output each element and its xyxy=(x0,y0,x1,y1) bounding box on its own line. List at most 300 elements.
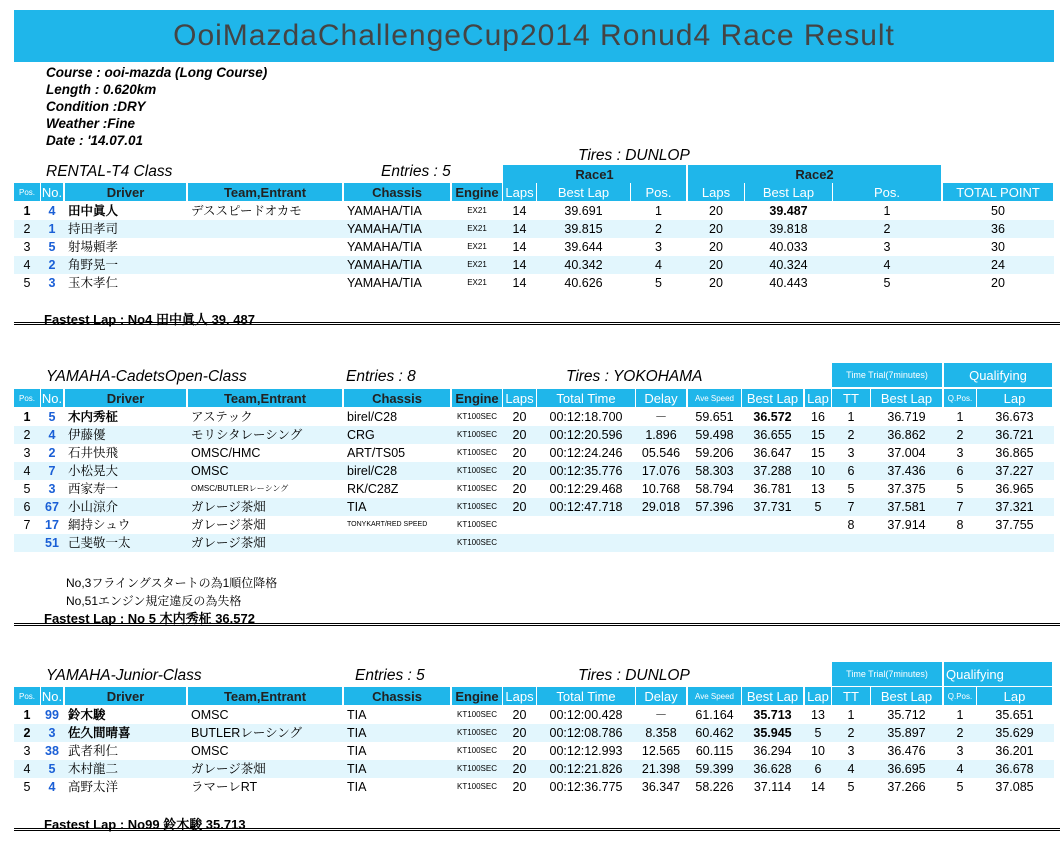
cadets-cell-col-7: 00:12:47.718 xyxy=(549,500,623,514)
rental-cell-col-5: EX21 xyxy=(467,260,487,269)
rental-cell-col-9: 20 xyxy=(709,222,723,236)
cadets-cell-col-12: 8 xyxy=(847,518,855,532)
rental-header-col-12: TOTAL POINT xyxy=(943,183,1053,201)
rental-cell-col-3 xyxy=(191,274,342,292)
cadets-tires: Tires : YOKOHAMA xyxy=(566,368,703,385)
rental-cell-col-9: 20 xyxy=(709,258,723,272)
cadets-cell-col-4: TONYKART/RED SPEED xyxy=(347,521,428,528)
rental-cell-col-6: 14 xyxy=(512,276,527,290)
rental-tires: Tires : DUNLOP xyxy=(578,147,690,164)
junior-tires: Tires : DUNLOP xyxy=(578,667,690,684)
junior-cell-col-6: 20 xyxy=(512,708,527,722)
junior-cell-col-0: 4 xyxy=(23,762,31,776)
junior-cell-col-2: 武者利仁 xyxy=(68,744,119,758)
rental-cell-col-4: YAMAHA/TIA xyxy=(347,204,422,218)
cadets-cell-col-14: 7 xyxy=(956,500,964,514)
title-banner xyxy=(14,10,1054,62)
junior-entries: Entries : 5 xyxy=(355,667,425,684)
cadets-cell-col-13: 36.862 xyxy=(887,428,926,442)
junior-cell-col-10: 35.713 xyxy=(753,708,792,722)
cadets-table-row xyxy=(14,480,1054,498)
cadets-cell-col-2: 己斐敬一太 xyxy=(68,536,131,550)
junior-cell-col-6: 20 xyxy=(512,726,527,740)
cadets-cell-col-5: KT100SEC xyxy=(456,520,498,529)
rental-cell-col-11: 1 xyxy=(883,204,891,218)
cadets-cell-col-11: 15 xyxy=(811,428,825,442)
cadets-cell-col-15: 36.965 xyxy=(995,482,1034,496)
rental-header-col-10: Best Lap xyxy=(745,183,832,201)
cadets-cell-col-15: 37.755 xyxy=(995,518,1034,532)
junior-cell-col-4: TIA xyxy=(347,762,367,776)
cadets-cell-col-13: 37.581 xyxy=(887,500,926,514)
cadets-cell-col-6: 20 xyxy=(512,500,527,514)
rental-header-col-0: Pos. xyxy=(14,183,40,201)
cadets-cell-col-5: KT100SEC xyxy=(456,430,498,439)
cadets-cell-col-11: 5 xyxy=(814,500,822,514)
rental-header-col-4: Chassis xyxy=(344,183,450,201)
cadets-table-row xyxy=(14,498,1054,516)
cadets-table-row xyxy=(14,408,1054,426)
rental-header-col-9: Laps xyxy=(688,183,744,201)
cadets-cell-col-13: 37.914 xyxy=(887,518,926,532)
junior-cell-col-13: 36.476 xyxy=(887,744,926,758)
rental-table-row xyxy=(14,256,1054,274)
junior-cell-col-12: 4 xyxy=(847,762,855,776)
junior-cell-col-5: KT100SEC xyxy=(456,764,498,773)
rental-header-col-11: Pos. xyxy=(833,183,941,201)
cadets-cell-col-2: 伊藤優 xyxy=(68,428,106,442)
cadets-cell-col-15 xyxy=(977,534,1052,552)
race2-group-header: Race2 xyxy=(688,165,941,183)
cadets-cell-col-12: 1 xyxy=(847,410,855,424)
cadets-cell-col-15: 37.321 xyxy=(995,500,1034,514)
rental-cell-col-8: 2 xyxy=(655,222,662,236)
rental-cell-col-0: 5 xyxy=(23,276,31,290)
cadets-cell-col-8: 29.018 xyxy=(641,500,681,514)
rental-cell-col-2: 持田孝司 xyxy=(68,222,119,236)
junior-table-row xyxy=(14,760,1054,778)
cadets-class-title: YAMAHA-CadetsOpen-Class xyxy=(46,368,247,385)
junior-cell-col-11: 13 xyxy=(811,708,825,722)
junior-cell-col-8: 21.398 xyxy=(641,762,681,776)
junior-header-col-14: Q.Pos. xyxy=(944,687,976,705)
junior-cell-col-5: KT100SEC xyxy=(456,728,498,737)
rental-cell-col-12: 36 xyxy=(991,222,1005,236)
cadets-cell-col-2: 網持シュウ xyxy=(68,518,131,532)
cadets-cell-col-5: KT100SEC xyxy=(456,448,498,457)
cadets-cell-col-14: 2 xyxy=(956,428,964,442)
cadets-q-group-header: Qualifying xyxy=(944,363,1052,387)
junior-cell-col-0: 2 xyxy=(23,726,31,740)
junior-cell-col-1: 99 xyxy=(45,708,59,722)
rental-header-col-1: No. xyxy=(41,184,63,200)
cadets-cell-col-14: 1 xyxy=(956,410,964,424)
cadets-cell-col-8 xyxy=(636,516,686,534)
cadets-cell-col-0: 6 xyxy=(23,500,31,514)
cadets-cell-col-1: 7 xyxy=(48,464,56,478)
junior-cell-col-11: 14 xyxy=(811,780,825,794)
junior-cell-col-8: － xyxy=(654,708,668,722)
rental-cell-col-8: 5 xyxy=(655,276,662,290)
cadets-cell-col-11: 16 xyxy=(811,410,825,424)
cadets-cell-col-12: 7 xyxy=(847,500,855,514)
junior-cell-col-9: 60.115 xyxy=(695,744,734,758)
cadets-cell-col-14: 3 xyxy=(956,446,964,460)
rental-cell-col-12: 20 xyxy=(991,276,1005,290)
junior-header-col-10: Best Lap xyxy=(742,687,803,705)
cadets-cell-col-10: 37.731 xyxy=(753,500,792,514)
junior-header-col-1: No. xyxy=(41,688,63,704)
cadets-cell-col-12: 5 xyxy=(847,482,855,496)
cadets-cell-col-0: 3 xyxy=(23,446,31,460)
rental-cell-col-0: 3 xyxy=(23,240,31,254)
junior-cell-col-6: 20 xyxy=(512,780,527,794)
rental-cell-col-11: 3 xyxy=(883,240,891,254)
cadets-cell-col-11: 10 xyxy=(811,464,825,478)
cadets-cell-col-7 xyxy=(537,516,635,534)
junior-cell-col-11: 5 xyxy=(814,726,822,740)
cadets-cell-col-8: 17.076 xyxy=(641,464,681,478)
cadets-cell-col-3: アステック xyxy=(191,410,253,424)
cadets-header-col-6: Laps xyxy=(503,389,536,407)
course-info: Course : ooi-mazda (Long Course) xyxy=(46,65,268,80)
cadets-cell-col-9 xyxy=(688,516,741,534)
cadets-cell-col-5: KT100SEC xyxy=(456,484,498,493)
rental-cell-col-1: 3 xyxy=(48,276,56,290)
cadets-cell-col-3: ガレージ茶畑 xyxy=(191,518,266,532)
cadets-cell-col-10: 37.288 xyxy=(753,464,792,478)
cadets-cell-col-15: 37.227 xyxy=(995,464,1034,478)
cadets-cell-col-7: 00:12:35.776 xyxy=(549,464,623,478)
junior-cell-col-7: 00:12:36.775 xyxy=(549,780,623,794)
cadets-cell-col-4: RK/C28Z xyxy=(347,482,399,496)
junior-header-col-7: Total Time xyxy=(537,687,635,705)
junior-cell-col-7: 00:12:12.993 xyxy=(549,744,623,758)
cadets-cell-col-12 xyxy=(832,534,870,552)
junior-cell-col-7: 00:12:00.428 xyxy=(549,708,623,722)
junior-cell-col-9: 61.164 xyxy=(695,708,734,722)
cadets-cell-col-9 xyxy=(688,534,741,552)
rental-cell-col-6: 14 xyxy=(512,222,527,236)
junior-cell-col-9: 58.226 xyxy=(695,780,734,794)
junior-cell-col-3: OMSC xyxy=(191,708,229,722)
rental-cell-col-7: 39.644 xyxy=(564,240,603,254)
junior-cell-col-0: 5 xyxy=(23,780,31,794)
rental-table-row xyxy=(14,238,1054,256)
rental-cell-col-11: 4 xyxy=(883,258,891,272)
junior-cell-col-13: 35.897 xyxy=(887,726,926,740)
rental-table-row xyxy=(14,274,1054,292)
cadets-header-col-4: Chassis xyxy=(344,389,450,407)
cadets-cell-col-9: 59.206 xyxy=(695,446,734,460)
cadets-header-col-12: TT xyxy=(832,389,870,407)
junior-cell-col-2: 佐久間晴喜 xyxy=(68,726,131,740)
rental-cell-col-0: 4 xyxy=(23,258,31,272)
cadets-table-row xyxy=(14,426,1054,444)
junior-cell-col-6: 20 xyxy=(512,762,527,776)
cadets-cell-col-8: 05.546 xyxy=(641,446,681,460)
cadets-header-col-15: Lap xyxy=(977,389,1052,407)
cadets-cell-col-11: 15 xyxy=(811,446,825,460)
cadets-cell-col-6: 20 xyxy=(512,464,527,478)
rental-header-col-2: Driver xyxy=(65,183,186,201)
cadets-cell-col-5: KT100SEC xyxy=(456,538,498,547)
junior-cell-col-7: 00:12:08.786 xyxy=(549,726,623,740)
junior-cell-col-9: 60.462 xyxy=(695,726,734,740)
junior-cell-col-3: OMSC xyxy=(191,744,229,758)
junior-cell-col-5: KT100SEC xyxy=(456,746,498,755)
rental-header-col-5: Engine xyxy=(452,183,502,201)
cadets-tt-group-header: Time Trial(7minutes) xyxy=(832,363,942,387)
cadets-header-col-5: Engine xyxy=(452,389,502,407)
rental-entries: Entries : 5 xyxy=(381,163,451,180)
rental-cell-col-8: 1 xyxy=(655,204,662,218)
junior-header-col-0: Pos. xyxy=(14,687,40,705)
cadets-cell-col-13: 36.719 xyxy=(887,410,926,424)
cadets-cell-col-9: 59.651 xyxy=(695,410,734,424)
cadets-cell-col-6 xyxy=(503,534,536,552)
cadets-cell-col-8: － xyxy=(654,410,668,424)
junior-cell-col-12: 2 xyxy=(847,726,855,740)
cadets-cell-col-11 xyxy=(805,516,831,534)
cadets-cell-col-9: 59.498 xyxy=(695,428,734,442)
cadets-cell-col-10 xyxy=(742,516,803,534)
cadets-cell-col-10: 36.655 xyxy=(753,428,792,442)
cadets-cell-col-4: ART/TS05 xyxy=(347,446,406,460)
cadets-header-col-9: Ave Speed xyxy=(688,389,741,407)
rental-cell-col-3 xyxy=(191,256,342,274)
cadets-cell-col-4: TIA xyxy=(347,500,367,514)
cadets-cell-col-1: 3 xyxy=(48,482,56,496)
cadets-fastest-lap: Fastest Lap : No 5 木内秀柾 36.572 xyxy=(44,611,255,626)
rental-cell-col-10: 40.324 xyxy=(769,258,808,272)
cadets-cell-col-12: 3 xyxy=(847,446,855,460)
rental-cell-col-1: 1 xyxy=(48,222,56,236)
rental-cell-col-3 xyxy=(191,220,342,238)
junior-cell-col-3: ラマーレRT xyxy=(191,780,258,794)
cadets-header-col-7: Total Time xyxy=(537,389,635,407)
cadets-table-row xyxy=(14,516,1054,534)
junior-cell-col-11: 6 xyxy=(814,762,822,776)
junior-cell-col-15: 37.085 xyxy=(995,780,1034,794)
cadets-cell-col-8: 1.896 xyxy=(645,428,677,442)
rental-cell-col-5: EX21 xyxy=(467,278,487,287)
rental-cell-col-4: YAMAHA/TIA xyxy=(347,276,422,290)
cadets-cell-col-14: 6 xyxy=(956,464,964,478)
junior-cell-col-10: 37.114 xyxy=(753,780,792,794)
cadets-cell-col-6: 20 xyxy=(512,482,527,496)
rental-cell-col-4: YAMAHA/TIA xyxy=(347,240,422,254)
junior-cell-col-14: 5 xyxy=(956,780,964,794)
rental-cell-col-10: 39.487 xyxy=(769,204,808,218)
junior-header-col-13: Best Lap xyxy=(871,687,942,705)
rental-header-col-6: Laps xyxy=(503,183,536,201)
cadets-cell-col-1: 4 xyxy=(48,428,56,442)
race-info xyxy=(46,64,267,149)
rental-cell-col-1: 4 xyxy=(48,204,56,218)
cadets-cell-col-7: 00:12:18.700 xyxy=(549,410,623,424)
junior-cell-col-1: 3 xyxy=(48,726,56,740)
cadets-cell-col-4: CRG xyxy=(347,428,375,442)
cadets-cell-col-3: OMSC/BUTLERレーシング xyxy=(191,484,289,493)
junior-header-col-6: Laps xyxy=(503,687,536,705)
cadets-cell-col-8: 10.768 xyxy=(641,482,681,496)
cadets-cell-col-15: 36.865 xyxy=(995,446,1034,460)
junior-header-col-15: Lap xyxy=(977,687,1052,705)
rental-cell-col-2: 角野晃一 xyxy=(68,258,119,272)
cadets-header-col-8: Delay xyxy=(636,389,686,407)
cadets-cell-col-15: 36.673 xyxy=(995,410,1034,424)
cadets-cell-col-0: 1 xyxy=(23,410,31,424)
cadets-cell-col-4 xyxy=(347,534,450,552)
cadets-header-col-10: Best Lap xyxy=(742,389,803,407)
cadets-cell-col-4: birel/C28 xyxy=(347,464,398,478)
cadets-cell-col-10: 36.781 xyxy=(753,482,792,496)
junior-tt-group-header: Time Trial(7minutes) xyxy=(832,662,942,686)
junior-divider xyxy=(14,828,1060,831)
cadets-cell-col-0: 5 xyxy=(23,482,31,496)
rental-cell-col-1: 5 xyxy=(48,240,56,254)
rental-fastest-lap: Fastest Lap : No4 田中眞人 39. 487 xyxy=(44,312,255,327)
rental-cell-col-2: 玉木孝仁 xyxy=(68,276,119,290)
junior-cell-col-5: KT100SEC xyxy=(456,782,498,791)
junior-cell-col-10: 35.945 xyxy=(753,726,792,740)
cadets-cell-col-3: ガレージ茶畑 xyxy=(191,500,266,514)
rental-cell-col-7: 39.815 xyxy=(564,222,603,236)
rental-cell-col-6: 14 xyxy=(512,204,527,218)
rental-cell-col-2: 射場頼孝 xyxy=(68,240,119,254)
cadets-cell-col-5: KT100SEC xyxy=(456,412,498,421)
junior-cell-col-12: 5 xyxy=(847,780,855,794)
junior-cell-col-15: 36.201 xyxy=(995,744,1034,758)
length-info: Length : 0.620km xyxy=(46,82,157,97)
junior-cell-col-8: 12.565 xyxy=(641,744,681,758)
cadets-header-col-3: Team,Entrant xyxy=(188,389,342,407)
cadets-cell-col-12: 2 xyxy=(847,428,855,442)
rental-cell-col-1: 2 xyxy=(48,258,56,272)
cadets-cell-col-10: 36.572 xyxy=(753,410,792,424)
rental-cell-col-5: EX21 xyxy=(467,206,487,215)
junior-cell-col-0: 1 xyxy=(23,708,31,722)
junior-header-col-2: Driver xyxy=(65,687,186,705)
cadets-cell-col-6: 20 xyxy=(512,428,527,442)
cadets-cell-col-5: KT100SEC xyxy=(456,466,498,475)
cadets-cell-col-2: 西家寿一 xyxy=(68,482,119,496)
cadets-table-row xyxy=(14,462,1054,480)
rental-cell-col-7: 39.691 xyxy=(564,204,603,218)
junior-q-group-header: Qualifying xyxy=(944,662,1052,686)
rental-table-row xyxy=(14,220,1054,238)
junior-cell-col-2: 高野太洋 xyxy=(68,780,119,794)
cadets-cell-col-3: OMSC xyxy=(191,464,229,478)
junior-cell-col-10: 36.294 xyxy=(753,744,792,758)
rental-cell-col-9: 20 xyxy=(709,204,723,218)
junior-cell-col-15: 35.651 xyxy=(995,708,1034,722)
junior-header-col-11: Lap xyxy=(805,687,831,705)
junior-cell-col-1: 5 xyxy=(48,762,56,776)
rental-cell-col-10: 40.033 xyxy=(769,240,808,254)
junior-cell-col-15: 36.678 xyxy=(995,762,1034,776)
cadets-cell-col-7: 00:12:29.468 xyxy=(549,482,623,496)
condition-info: Condition :DRY xyxy=(46,99,146,114)
junior-cell-col-14: 4 xyxy=(956,762,964,776)
cadets-cell-col-1: 17 xyxy=(45,518,59,532)
cadets-table-row xyxy=(14,444,1054,462)
cadets-cell-col-15: 36.721 xyxy=(995,428,1034,442)
rental-header-col-8: Pos. xyxy=(631,183,686,201)
cadets-cell-col-2: 木内秀柾 xyxy=(68,410,119,424)
cadets-cell-col-3: OMSC/HMC xyxy=(191,446,261,460)
junior-cell-col-3: ガレージ茶畑 xyxy=(191,762,266,776)
cadets-cell-col-13: 37.004 xyxy=(887,446,926,460)
cadets-cell-col-8 xyxy=(636,534,686,552)
junior-cell-col-4: TIA xyxy=(347,744,367,758)
junior-cell-col-1: 4 xyxy=(48,780,56,794)
cadets-cell-col-2: 小山涼介 xyxy=(68,500,119,514)
junior-cell-col-4: TIA xyxy=(347,780,367,794)
rental-header-col-3: Team,Entrant xyxy=(188,183,342,201)
cadets-cell-col-9: 58.303 xyxy=(695,464,734,478)
junior-fastest-lap: Fastest Lap : No99 鈴木駿 35.713 xyxy=(44,817,246,832)
rental-cell-col-4: YAMAHA/TIA xyxy=(347,222,422,236)
junior-cell-col-13: 35.712 xyxy=(887,708,926,722)
date-info: Date : '14.07.01 xyxy=(46,133,144,148)
rental-cell-col-0: 2 xyxy=(23,222,31,236)
junior-table-row xyxy=(14,706,1054,724)
cadets-cell-col-13: 37.375 xyxy=(887,482,926,496)
cadets-header-col-11: Lap xyxy=(805,389,831,407)
junior-cell-col-2: 鈴木駿 xyxy=(68,708,106,722)
rental-cell-col-3 xyxy=(191,238,342,256)
cadets-cell-col-0: 7 xyxy=(23,518,31,532)
junior-cell-col-1: 38 xyxy=(45,744,59,758)
rental-cell-col-7: 40.626 xyxy=(564,276,603,290)
rental-cell-col-6: 14 xyxy=(512,240,527,254)
cadets-cell-col-13 xyxy=(871,534,942,552)
junior-cell-col-12: 3 xyxy=(847,744,855,758)
rental-header-col-7: Best Lap xyxy=(537,183,630,201)
cadets-cell-col-13: 37.436 xyxy=(887,464,926,478)
cadets-cell-col-1: 51 xyxy=(45,536,59,550)
cadets-cell-col-11 xyxy=(805,534,831,552)
rental-cell-col-5: EX21 xyxy=(467,242,487,251)
cadets-cell-col-0 xyxy=(14,534,40,552)
cadets-cell-col-9: 58.794 xyxy=(695,482,734,496)
page-title: OoiMazdaChallengeCup2014 Ronud4 Race Result xyxy=(173,19,895,52)
junior-cell-col-13: 36.695 xyxy=(887,762,926,776)
junior-cell-col-12: 1 xyxy=(847,708,855,722)
rental-cell-col-11: 2 xyxy=(883,222,891,236)
junior-cell-col-11: 10 xyxy=(811,744,825,758)
junior-cell-col-14: 3 xyxy=(956,744,964,758)
junior-cell-col-4: TIA xyxy=(347,708,367,722)
rental-cell-col-9: 20 xyxy=(709,276,723,290)
cadets-header-col-2: Driver xyxy=(65,389,186,407)
rental-cell-col-2: 田中眞人 xyxy=(68,204,119,218)
rental-class-title: RENTAL-T4 Class xyxy=(46,163,173,180)
junior-header-col-9: Ave Speed xyxy=(688,687,741,705)
rental-cell-col-0: 1 xyxy=(23,204,31,218)
cadets-cell-col-14 xyxy=(944,534,976,552)
cadets-cell-col-7: 00:12:24.246 xyxy=(549,446,623,460)
junior-cell-col-10: 36.628 xyxy=(753,762,792,776)
race1-group-header: Race1 xyxy=(503,165,686,183)
junior-header-col-12: TT xyxy=(832,687,870,705)
cadets-cell-col-7: 00:12:20.596 xyxy=(549,428,623,442)
cadets-header-col-1: No. xyxy=(41,390,63,406)
cadets-cell-col-7 xyxy=(537,534,635,552)
cadets-cell-col-10 xyxy=(742,534,803,552)
